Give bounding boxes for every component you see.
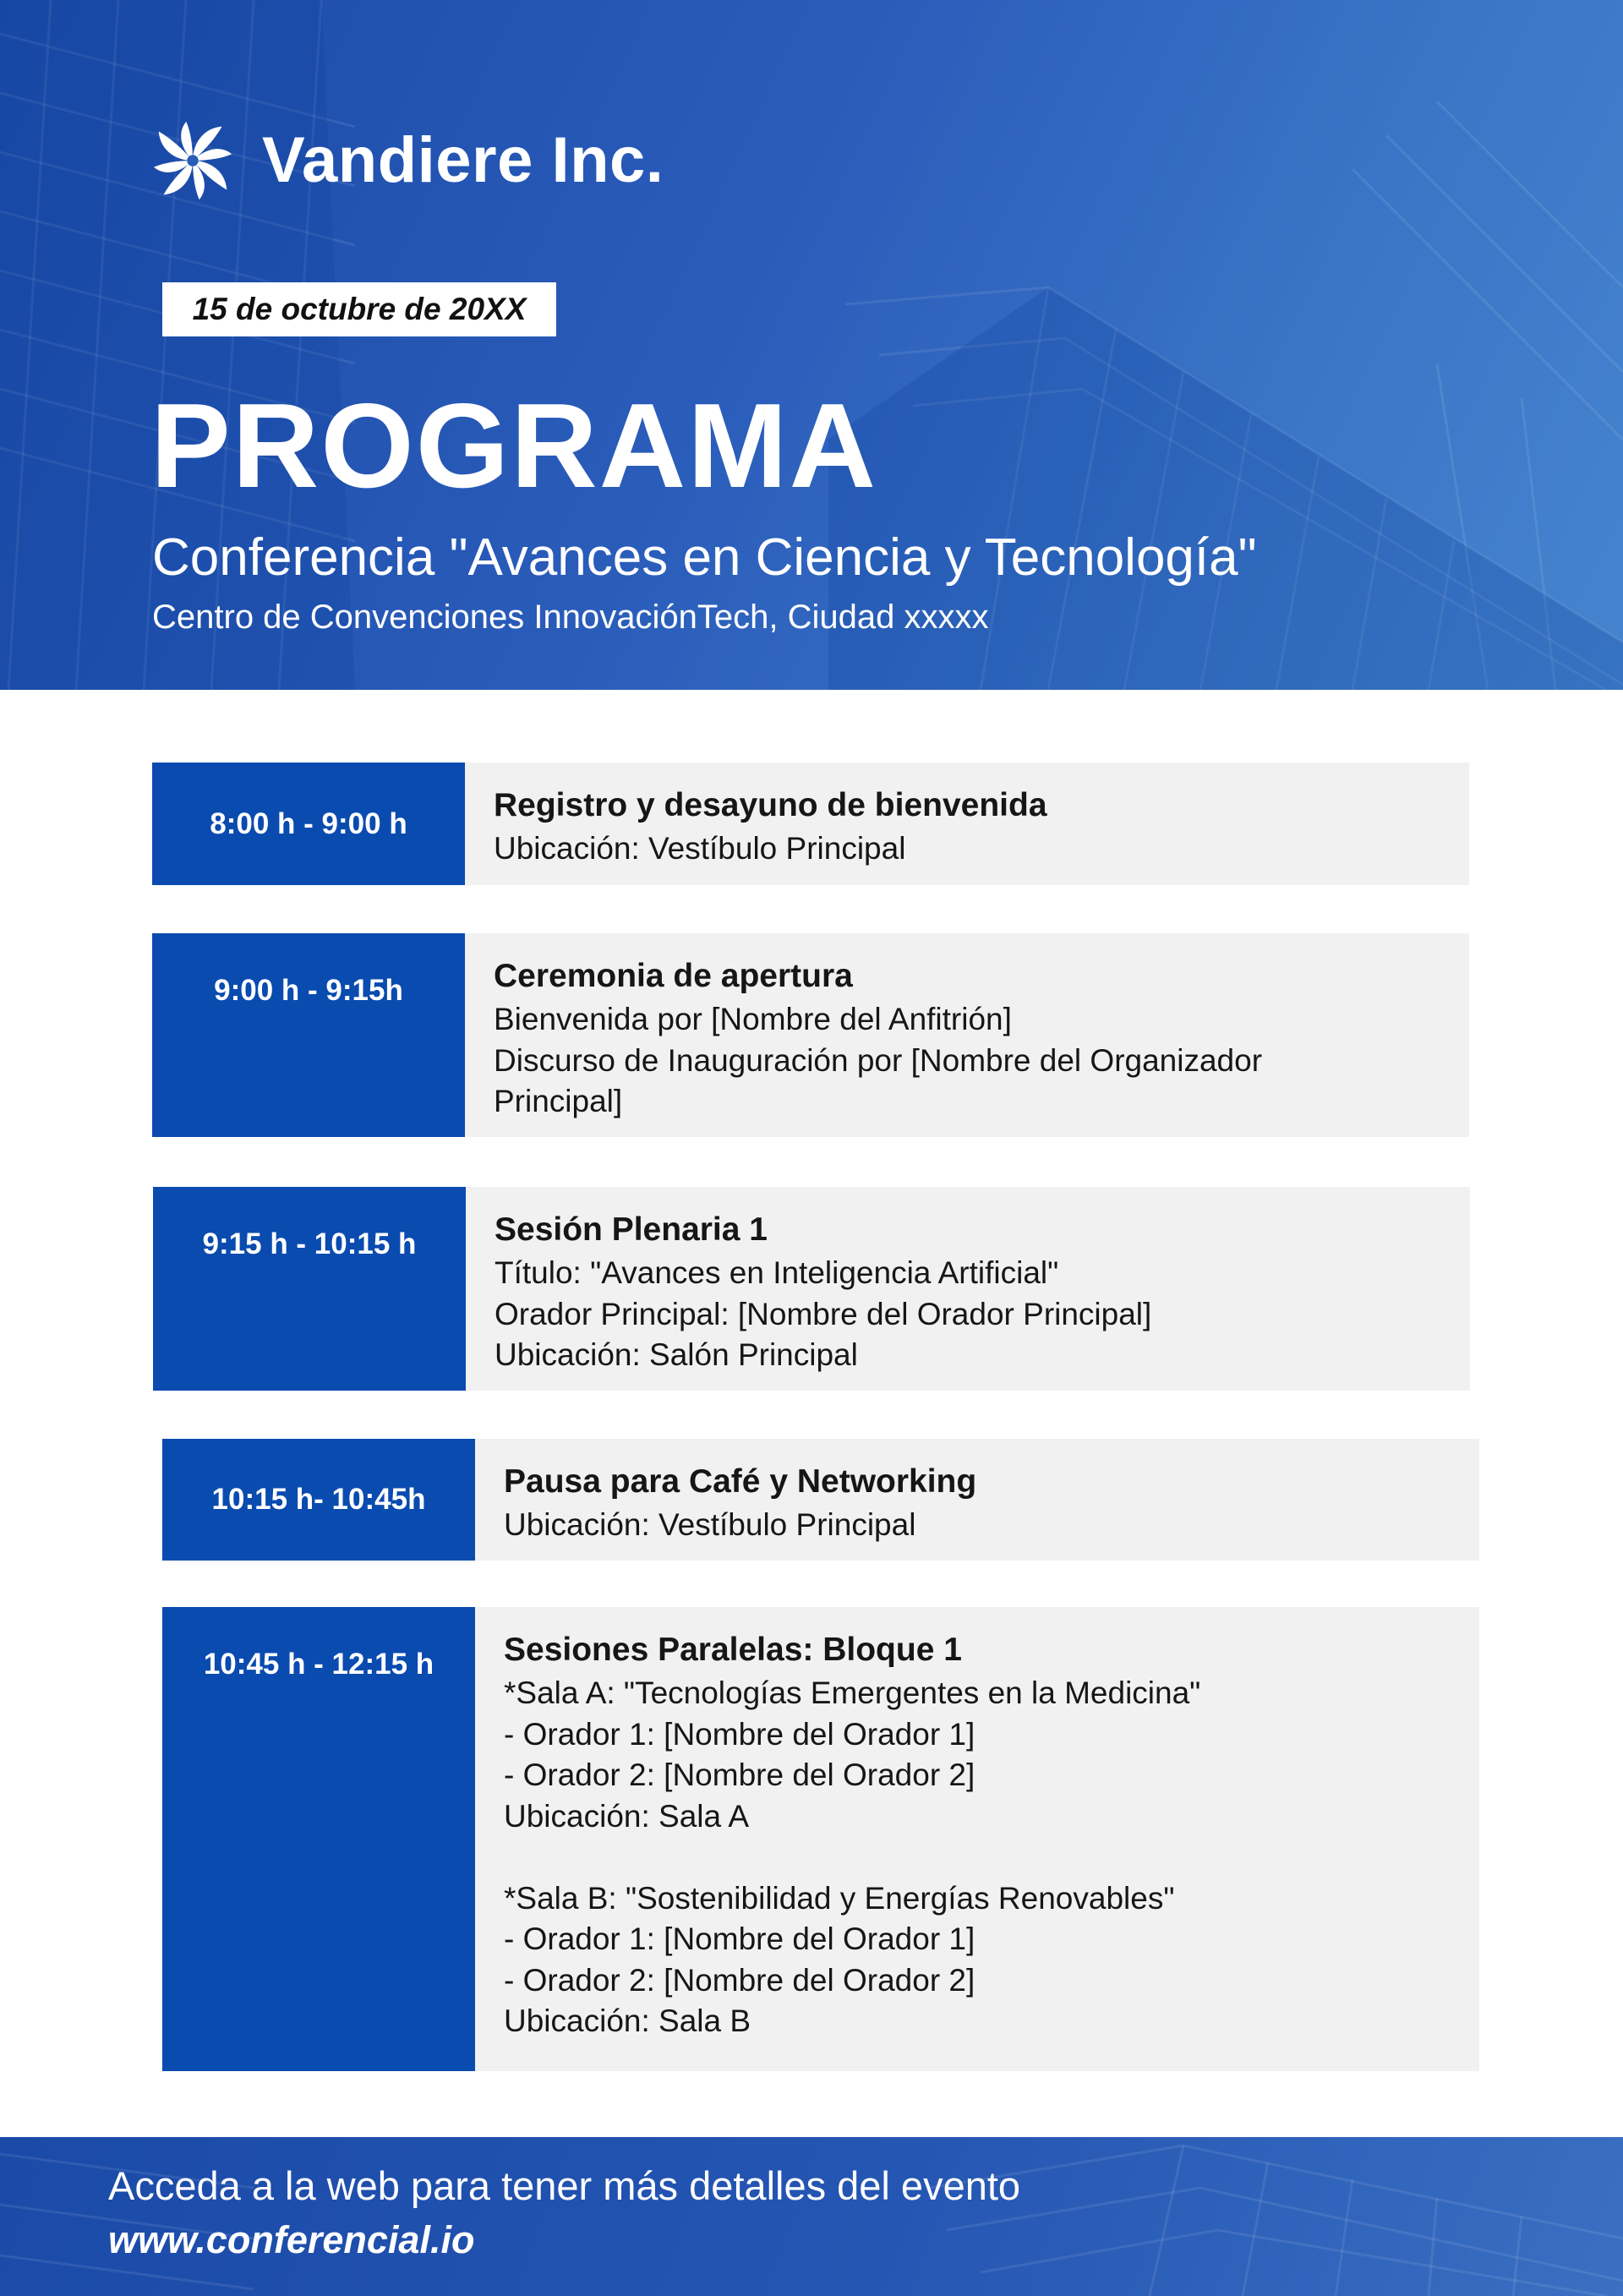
- schedule-title: Sesión Plenaria 1: [495, 1211, 768, 1248]
- schedule-time: 9:15 h - 10:15 h: [153, 1187, 466, 1391]
- schedule-title: Sesiones Paralelas: Bloque 1: [504, 1632, 962, 1668]
- schedule-line: Ubicación: Sala B: [504, 2004, 751, 2038]
- schedule-line: *Sala B: "Sostenibilidad y Energías Renovables": [504, 1880, 1175, 1916]
- schedule-item: [152, 763, 1469, 885]
- schedule-line: Discurso de Inauguración por [Nombre del Organizador: [494, 1042, 1263, 1078]
- event-date-badge: 15 de octubre de 20XX: [162, 282, 556, 336]
- schedule-line: Ubicación: Vestíbulo Principal: [494, 831, 906, 866]
- schedule-line: Título: "Avances en Inteligencia Artificial": [495, 1255, 1059, 1290]
- schedule-line: Principal]: [494, 1084, 623, 1118]
- schedule-line: Ubicación: Vestíbulo Principal: [504, 1507, 916, 1542]
- schedule-details: [495, 1207, 1436, 1376]
- schedule-time: 9:00 h - 9:15h: [152, 933, 465, 1137]
- schedule-line: - Orador 1: [Nombre del Orador 1]: [504, 1922, 975, 1956]
- schedule-line: Orador Principal: [Nombre del Orador Principal]: [495, 1296, 1152, 1331]
- schedule-item: [162, 1607, 1479, 2071]
- footer-banner: [0, 2137, 1623, 2296]
- conference-subtitle: Conferencia "Avances en Ciencia y Tecnología": [152, 528, 1257, 587]
- swirl-logo-icon: [152, 120, 233, 201]
- page-title: PROGRAMA: [150, 379, 878, 513]
- schedule-time: 8:00 h - 9:00 h: [152, 763, 465, 885]
- schedule-details: [504, 1459, 1445, 1546]
- schedule-item: [152, 933, 1469, 1137]
- schedule-item: [153, 1187, 1470, 1391]
- brand: [152, 120, 664, 201]
- schedule-line: Ubicación: Salón Principal: [495, 1337, 858, 1372]
- schedule-line: - Orador 2: [Nombre del Orador 2]: [504, 1962, 975, 1998]
- schedule-time: 10:15 h- 10:45h: [162, 1439, 475, 1561]
- schedule-details: [494, 954, 1435, 1123]
- schedule-line: *Sala A: "Tecnologías Emergentes en la Medicina": [504, 1676, 1201, 1710]
- schedule-item: [162, 1439, 1479, 1561]
- footer-website-link[interactable]: www.conferencial.io: [108, 2218, 475, 2261]
- schedule-details: [504, 1627, 1445, 2042]
- schedule-title: Ceremonia de apertura: [494, 958, 853, 994]
- schedule-line: [504, 1837, 1445, 1878]
- schedule-line: - Orador 1: [Nombre del Orador 1]: [504, 1716, 975, 1752]
- schedule-time: 10:45 h - 12:15 h: [162, 1607, 475, 2071]
- footer-cta-text: Acceda a la web para tener más detalles del evento: [108, 2163, 1021, 2208]
- schedule-line: Ubicación: Sala A: [504, 1798, 750, 1834]
- header-banner: [0, 0, 1623, 690]
- schedule-details: [494, 783, 1435, 870]
- schedule-line: Bienvenida por [Nombre del Anfitrión]: [494, 1002, 1012, 1036]
- schedule-line: - Orador 2: [Nombre del Orador 2]: [504, 1758, 975, 1792]
- schedule-title: Registro y desayuno de bienvenida: [494, 787, 1047, 823]
- venue-location: Centro de Convenciones InnovaciónTech, Ciudad xxxxx: [152, 599, 989, 636]
- schedule-title: Pausa para Café y Networking: [504, 1463, 977, 1500]
- brand-name: Vandiere Inc.: [262, 124, 664, 196]
